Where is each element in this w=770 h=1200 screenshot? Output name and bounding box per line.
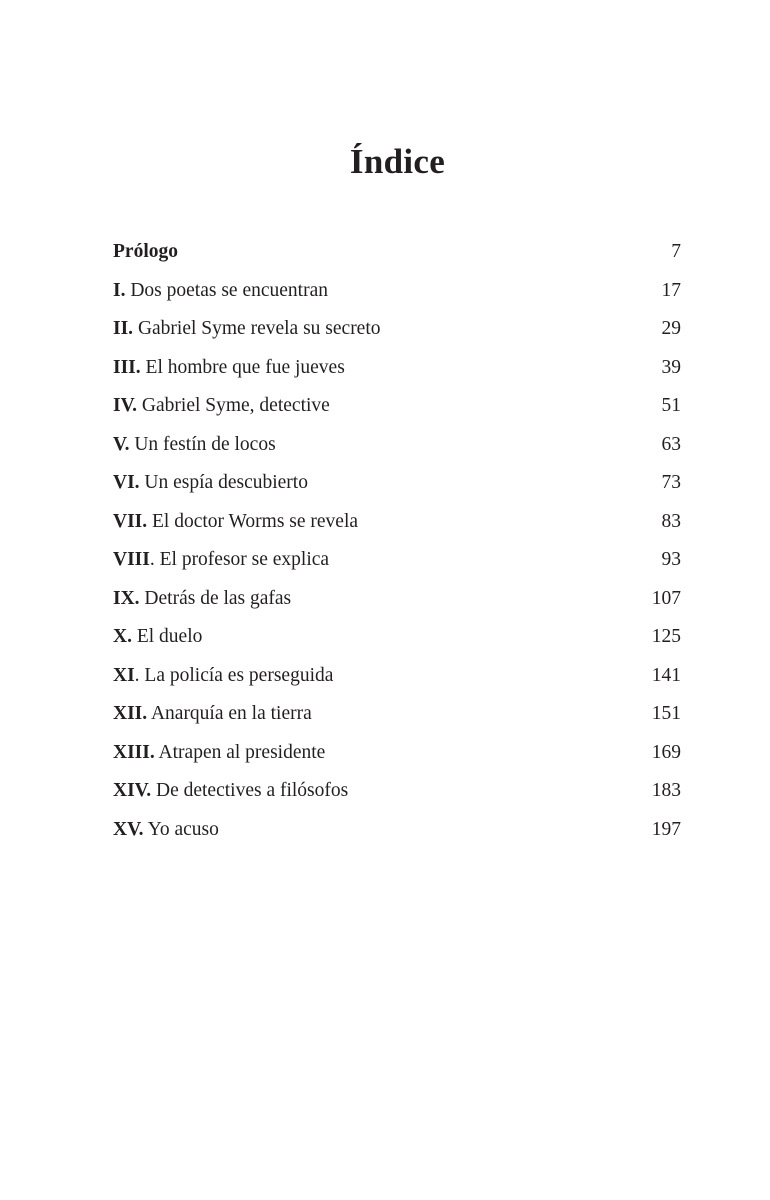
chapter-numeral: VIII bbox=[113, 549, 150, 570]
chapter-separator: . bbox=[149, 549, 160, 570]
page-number: 7 bbox=[671, 241, 681, 262]
toc-entry-chapter-7 bbox=[113, 503, 681, 542]
toc-entry-chapter-1 bbox=[113, 272, 681, 311]
chapter-title: De detectives a filósofos bbox=[156, 780, 349, 801]
page-number: 39 bbox=[661, 356, 681, 378]
page-number: 93 bbox=[661, 549, 681, 570]
chapter-separator: . bbox=[134, 664, 145, 686]
toc-entry-chapter-14 bbox=[113, 772, 681, 811]
page-number: 83 bbox=[661, 510, 681, 532]
chapter-numeral: XI bbox=[113, 664, 135, 686]
table-of-contents bbox=[113, 233, 681, 849]
toc-entry-chapter-5 bbox=[113, 426, 681, 465]
chapter-numeral: VII. bbox=[113, 510, 148, 532]
toc-entry-chapter-15 bbox=[113, 811, 681, 850]
chapter-title: Detrás de las gafas bbox=[144, 587, 292, 609]
toc-entry-prologue bbox=[113, 233, 681, 272]
chapter-numeral: III. bbox=[113, 356, 141, 378]
entry-text bbox=[113, 811, 641, 850]
toc-entry-chapter-4 bbox=[113, 387, 681, 426]
page-number: 107 bbox=[651, 587, 681, 609]
entry-text bbox=[113, 541, 641, 580]
chapter-title: Gabriel Syme revela su secreto bbox=[137, 318, 381, 339]
toc-entry-chapter-13 bbox=[113, 734, 681, 773]
page-number: 29 bbox=[661, 318, 681, 339]
chapter-title: Un espía descubierto bbox=[144, 472, 308, 493]
chapter-numeral: X. bbox=[113, 626, 132, 647]
page-number: 51 bbox=[661, 395, 681, 416]
entry-text bbox=[113, 657, 641, 696]
chapter-numeral: IX. bbox=[113, 587, 140, 609]
toc-entry-chapter-3 bbox=[113, 349, 681, 388]
toc-entry-chapter-12 bbox=[113, 695, 681, 734]
chapter-title: Anarquía en la tierra bbox=[150, 703, 312, 724]
entry-text bbox=[113, 464, 641, 503]
page-number: 73 bbox=[661, 472, 681, 493]
page-number: 141 bbox=[651, 664, 681, 686]
chapter-numeral: VI. bbox=[113, 472, 140, 493]
page-number: 169 bbox=[651, 741, 681, 763]
entry-text bbox=[113, 503, 641, 542]
page-number: 63 bbox=[661, 433, 681, 455]
chapter-numeral: Prólogo bbox=[113, 241, 178, 262]
page-number: 125 bbox=[651, 626, 681, 647]
chapter-title: Un festín de locos bbox=[134, 433, 276, 455]
entry-text bbox=[113, 233, 641, 272]
toc-entry-chapter-2 bbox=[113, 310, 681, 349]
toc-entry-chapter-9 bbox=[113, 580, 681, 619]
entry-text bbox=[113, 695, 641, 734]
page-number: 17 bbox=[661, 279, 681, 301]
chapter-numeral: XII. bbox=[113, 703, 148, 724]
page-number: 197 bbox=[651, 818, 681, 840]
entry-text bbox=[113, 426, 641, 465]
chapter-title: Dos poetas se encuentran bbox=[130, 279, 328, 301]
entry-text bbox=[113, 272, 641, 311]
entry-text bbox=[113, 310, 641, 349]
chapter-numeral: IV. bbox=[113, 395, 138, 416]
chapter-title: La policía es perseguida bbox=[144, 664, 334, 686]
toc-entry-chapter-11 bbox=[113, 657, 681, 696]
page-number: 151 bbox=[651, 703, 681, 724]
chapter-numeral: XV. bbox=[113, 818, 144, 840]
chapter-numeral: II. bbox=[113, 318, 134, 339]
chapter-title: El duelo bbox=[136, 626, 203, 647]
entry-text bbox=[113, 618, 641, 657]
chapter-numeral: XIV. bbox=[113, 780, 152, 801]
entry-text bbox=[113, 580, 641, 619]
chapter-title: El doctor Worms se revela bbox=[152, 510, 359, 532]
entry-text bbox=[113, 387, 641, 426]
entry-text bbox=[113, 734, 641, 773]
page-number: 183 bbox=[651, 780, 681, 801]
chapter-numeral: XIII. bbox=[113, 741, 155, 763]
chapter-title: El profesor se explica bbox=[159, 549, 330, 570]
chapter-numeral: I. bbox=[113, 279, 126, 301]
chapter-numeral: V. bbox=[113, 433, 130, 455]
page-title: Índice bbox=[349, 142, 446, 181]
chapter-title: Yo acuso bbox=[147, 818, 219, 840]
chapter-title: El hombre que fue jueves bbox=[145, 356, 345, 378]
toc-entry-chapter-8 bbox=[113, 541, 681, 580]
chapter-title: Atrapen al presidente bbox=[158, 741, 326, 763]
toc-entry-chapter-6 bbox=[113, 464, 681, 503]
entry-text bbox=[113, 349, 641, 388]
entry-text bbox=[113, 772, 641, 811]
chapter-title: Gabriel Syme, detective bbox=[141, 395, 330, 416]
toc-entry-chapter-10 bbox=[113, 618, 681, 657]
